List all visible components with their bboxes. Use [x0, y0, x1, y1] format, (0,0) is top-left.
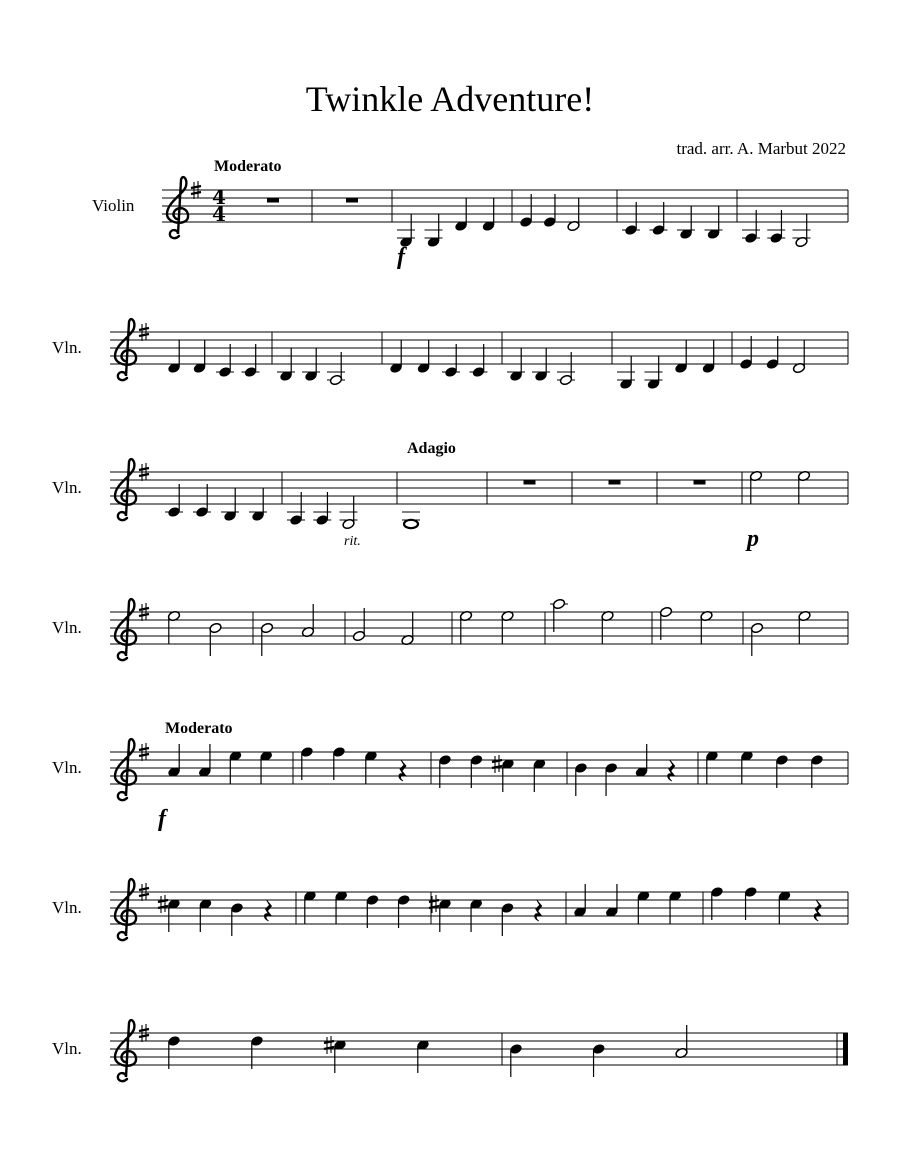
system-1-whole-rest	[267, 198, 279, 203]
instrument-name: Violin	[92, 196, 135, 215]
system-6-quarter-rest	[814, 900, 821, 921]
instrument-short-name: Vln.	[52, 618, 82, 637]
system-3-key-sharp-icon-bar-a	[139, 468, 149, 470]
instrument-short-name: Vln.	[52, 898, 82, 917]
dynamic-marking: p	[747, 526, 759, 552]
system-6-quarter-rest	[264, 900, 271, 921]
instrument-short-name: Vln.	[52, 758, 82, 777]
system-5-key-sharp-icon-bar-a	[139, 748, 149, 750]
treble-clef-icon	[167, 177, 188, 238]
treble-clef-icon	[115, 319, 136, 380]
system-3-note-head	[404, 520, 418, 528]
treble-clef-icon	[115, 879, 136, 940]
system-6-quarter-rest	[535, 900, 542, 921]
system-4-key-sharp-icon-bar-a	[139, 608, 149, 610]
system-1-key-sharp-icon-bar-a	[191, 186, 201, 188]
instrument-short-name: Vln.	[52, 338, 82, 357]
system-5-quarter-rest	[668, 760, 675, 781]
system-2-key-sharp-icon-bar-b	[139, 334, 149, 336]
system-1-whole-rest	[346, 198, 358, 203]
dynamic-marking: f	[158, 806, 166, 832]
time-signature-bottom: 4	[212, 202, 226, 226]
system-7-key-sharp-icon-bar-b	[139, 1035, 149, 1037]
system-3-key-sharp-icon-bar-b	[139, 474, 149, 476]
system-2-key-sharp-icon-bar-a	[139, 328, 149, 330]
system-1-key-sharp-icon-bar-b	[191, 192, 201, 194]
system-6-key-sharp-icon-bar-b	[139, 894, 149, 896]
time-signature-top: 4	[212, 185, 226, 209]
dynamic-marking: f	[397, 244, 405, 270]
instrument-short-name: Vln.	[52, 478, 82, 497]
score-title: Twinkle Adventure!	[305, 79, 595, 119]
expression-marking: rit.	[344, 534, 361, 549]
system-5-key-sharp-icon-bar-b	[139, 754, 149, 756]
final-barline-thick	[843, 1033, 848, 1065]
system-3-whole-rest	[694, 480, 706, 485]
treble-clef-icon	[115, 1020, 136, 1081]
system-3-whole-rest	[609, 480, 621, 485]
tempo-marking: Adagio	[407, 440, 456, 457]
system-7-key-sharp-icon-bar-a	[139, 1029, 149, 1031]
system-6-key-sharp-icon-bar-a	[139, 888, 149, 890]
tempo-marking: Moderato	[165, 720, 233, 737]
treble-clef-icon	[115, 739, 136, 800]
tempo-marking: Moderato	[214, 158, 282, 175]
treble-clef-icon	[115, 599, 136, 660]
system-3-whole-rest	[524, 480, 536, 485]
composer-credit: trad. arr. A. Marbut 2022	[676, 139, 846, 158]
system-4-key-sharp-icon-bar-b	[139, 614, 149, 616]
system-5-quarter-rest	[399, 760, 406, 781]
treble-clef-icon	[115, 459, 136, 520]
instrument-short-name: Vln.	[52, 1039, 82, 1058]
